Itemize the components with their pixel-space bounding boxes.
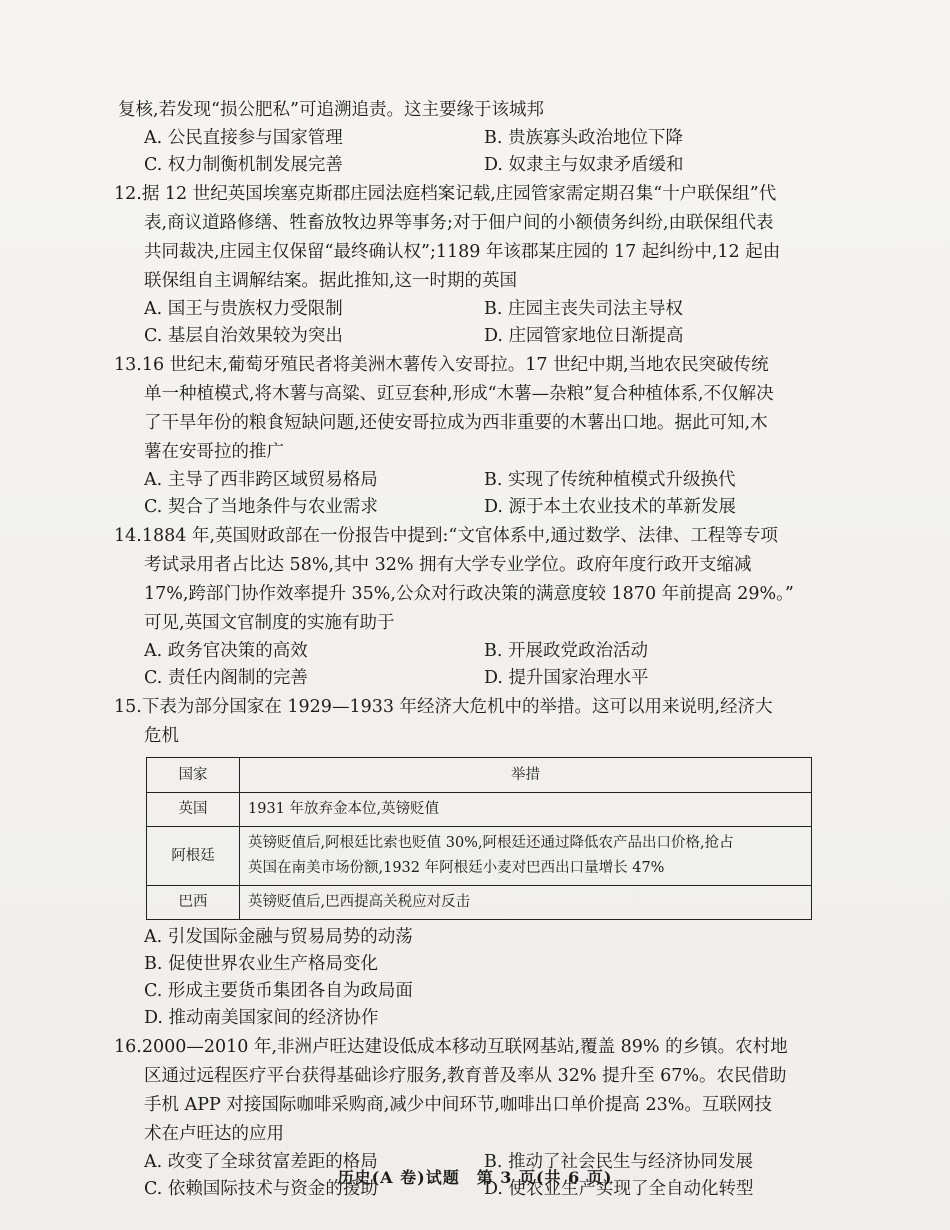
question-15 <box>114 693 814 1032</box>
stem-text: 16 世纪末,葡萄牙殖民者将美洲木薯传入安哥拉。17 世纪中期,当地农民突破传统 <box>141 355 769 375</box>
options-grid <box>144 296 814 350</box>
question-number: 16. <box>114 1037 142 1057</box>
question-11-continuation <box>114 96 814 179</box>
table-cell-country: 英国 <box>147 793 240 827</box>
table-cell-measure <box>240 827 812 886</box>
option-c: C. 契合了当地条件与农业需求 <box>144 497 378 517</box>
table-header-row <box>147 758 812 793</box>
question-stem-line: 单一种植模式,将木薯与高粱、豇豆套种,形成“木薯—杂粮”复合种植体系,不仅解决 <box>144 384 774 404</box>
option-a: A. 主导了西非跨区域贸易格局 <box>144 470 378 490</box>
question-stem-line: 薯在安哥拉的推广 <box>144 442 284 462</box>
table-cell-measure <box>240 886 812 920</box>
measure-line: 1931 年放弃金本位,英镑贬值 <box>248 801 440 817</box>
option-c: C. 责任内阁制的完善 <box>144 668 308 688</box>
question-stem-line <box>114 522 814 551</box>
options-list <box>144 924 814 1032</box>
table-cell-measure <box>240 793 812 827</box>
measure-line: 英国在南美市场份额,1932 年阿根廷小麦对巴西出口量增长 47% <box>248 860 665 876</box>
option-c: C. 权力制衡机制发展完善 <box>144 155 343 175</box>
option-b: B. 贵族寡头政治地位下降 <box>484 128 683 148</box>
option-d: D. 庄园管家地位日渐提高 <box>484 326 684 346</box>
stem-text: 据 12 世纪英国埃塞克斯郡庄园法庭档案记载,庄园管家需定期召集“十户联保组”代 <box>141 184 777 204</box>
option-d: D. 奴隶主与奴隶矛盾缓和 <box>484 155 684 175</box>
question-13 <box>114 351 814 521</box>
question-number: 12. <box>114 184 142 204</box>
option-b: B. 庄园主丧失司法主导权 <box>484 299 683 319</box>
measures-table <box>146 757 812 920</box>
table-row <box>147 793 812 827</box>
question-stem-line <box>114 693 814 722</box>
option-a: A. 政务官决策的高效 <box>144 641 308 661</box>
question-number: 13. <box>114 355 142 375</box>
option-b: B. 实现了传统种植模式升级换代 <box>484 470 736 490</box>
option-b: B. 促使世界农业生产格局变化 <box>144 954 378 974</box>
option-d: D. 源于本土农业技术的革新发展 <box>484 497 737 517</box>
question-stem-line <box>114 351 814 380</box>
stem-text: 1884 年,英国财政部在一份报告中提到:“文官体系中,通过数学、法律、工程等专项 <box>141 526 778 546</box>
option-d: D. 推动南美国家间的经济协作 <box>144 1008 379 1028</box>
table-header-country: 国家 <box>147 758 240 793</box>
question-stem-line: 联保组自主调解结案。据此推知,这一时期的英国 <box>144 271 518 291</box>
question-stem-line: 可见,英国文官制度的实施有助于 <box>144 613 395 633</box>
page-footer: 历史(A 卷)试题 第 3 页(共 6 页) <box>337 1168 613 1187</box>
question-stem-line: 复核,若发现“损公肥私”可追溯追责。这主要缘于该城邦 <box>118 100 544 120</box>
question-stem-line <box>114 180 814 209</box>
measure-line: 英镑贬值后,巴西提高关税应对反击 <box>248 894 471 910</box>
question-number: 15. <box>114 697 142 717</box>
option-b: B. 推动了社会民生与经济协同发展 <box>484 1152 753 1172</box>
question-14 <box>114 522 814 692</box>
option-c: C. 形成主要货币集团各自为政局面 <box>144 981 413 1001</box>
options-grid <box>144 638 814 692</box>
question-stem-line: 手机 APP 对接国际咖啡采购商,减少中间环节,咖啡出口单价提高 23%。互联网技 <box>144 1095 772 1115</box>
page-content <box>114 96 814 1203</box>
table-header-measures: 举措 <box>240 758 812 793</box>
option-c: C. 依赖国际技术与资金的援助 <box>144 1179 378 1199</box>
options-grid <box>144 125 814 179</box>
question-stem-line: 17%,跨部门协作效率提升 35%,公众对行政决策的满意度较 1870 年前提高 29%。” <box>144 584 794 604</box>
measure-line: 英镑贬值后,阿根廷比索也贬值 30%,阿根廷还通过降低农产品出口价格,抢占 <box>248 835 734 851</box>
question-stem-line: 考试录用者占比达 58%,其中 32% 拥有大学专业学位。政府年度行政开支缩减 <box>144 555 752 575</box>
question-12 <box>114 180 814 350</box>
table-cell-country: 阿根廷 <box>147 827 240 886</box>
table-row <box>147 827 812 886</box>
question-stem-line: 危机 <box>144 726 179 746</box>
option-a: A. 改变了全球贫富差距的格局 <box>144 1152 378 1172</box>
options-grid <box>144 467 814 521</box>
table-cell-country: 巴西 <box>147 886 240 920</box>
option-c: C. 基层自治效果较为突出 <box>144 326 343 346</box>
table-row <box>147 886 812 920</box>
option-d: D. 使农业生产实现了全自动化转型 <box>484 1179 754 1199</box>
option-a: A. 引发国际金融与贸易局势的动荡 <box>144 927 413 947</box>
option-b: B. 开展政党政治活动 <box>484 641 648 661</box>
question-stem-line <box>114 1033 814 1062</box>
question-stem-line: 了干旱年份的粮食短缺问题,还使安哥拉成为西非重要的木薯出口地。据此可知,木 <box>144 413 768 433</box>
stem-text: 下表为部分国家在 1929—1933 年经济大危机中的举措。这可以用来说明,经济大 <box>141 697 773 717</box>
question-number: 14. <box>114 526 142 546</box>
question-stem-line: 术在卢旺达的应用 <box>144 1124 284 1144</box>
question-stem-line: 共同裁决,庄园主仅保留“最终确认权”;1189 年该郡某庄园的 17 起纠纷中,12 起由 <box>144 242 781 262</box>
stem-text: 2000—2010 年,非洲卢旺达建设低成本移动互联网基站,覆盖 89% 的乡镇。农村地 <box>141 1037 788 1057</box>
option-a: A. 国王与贵族权力受限制 <box>144 299 343 319</box>
option-a: A. 公民直接参与国家管理 <box>144 128 343 148</box>
option-d: D. 提升国家治理水平 <box>484 668 649 688</box>
question-stem-line: 表,商议道路修缮、牲畜放牧边界等事务;对于佃户间的小额债务纠纷,由联保组代表 <box>144 213 774 233</box>
question-stem-line: 区通过远程医疗平台获得基础诊疗服务,教育普及率从 32% 提升至 67%。农民借助 <box>144 1066 787 1086</box>
